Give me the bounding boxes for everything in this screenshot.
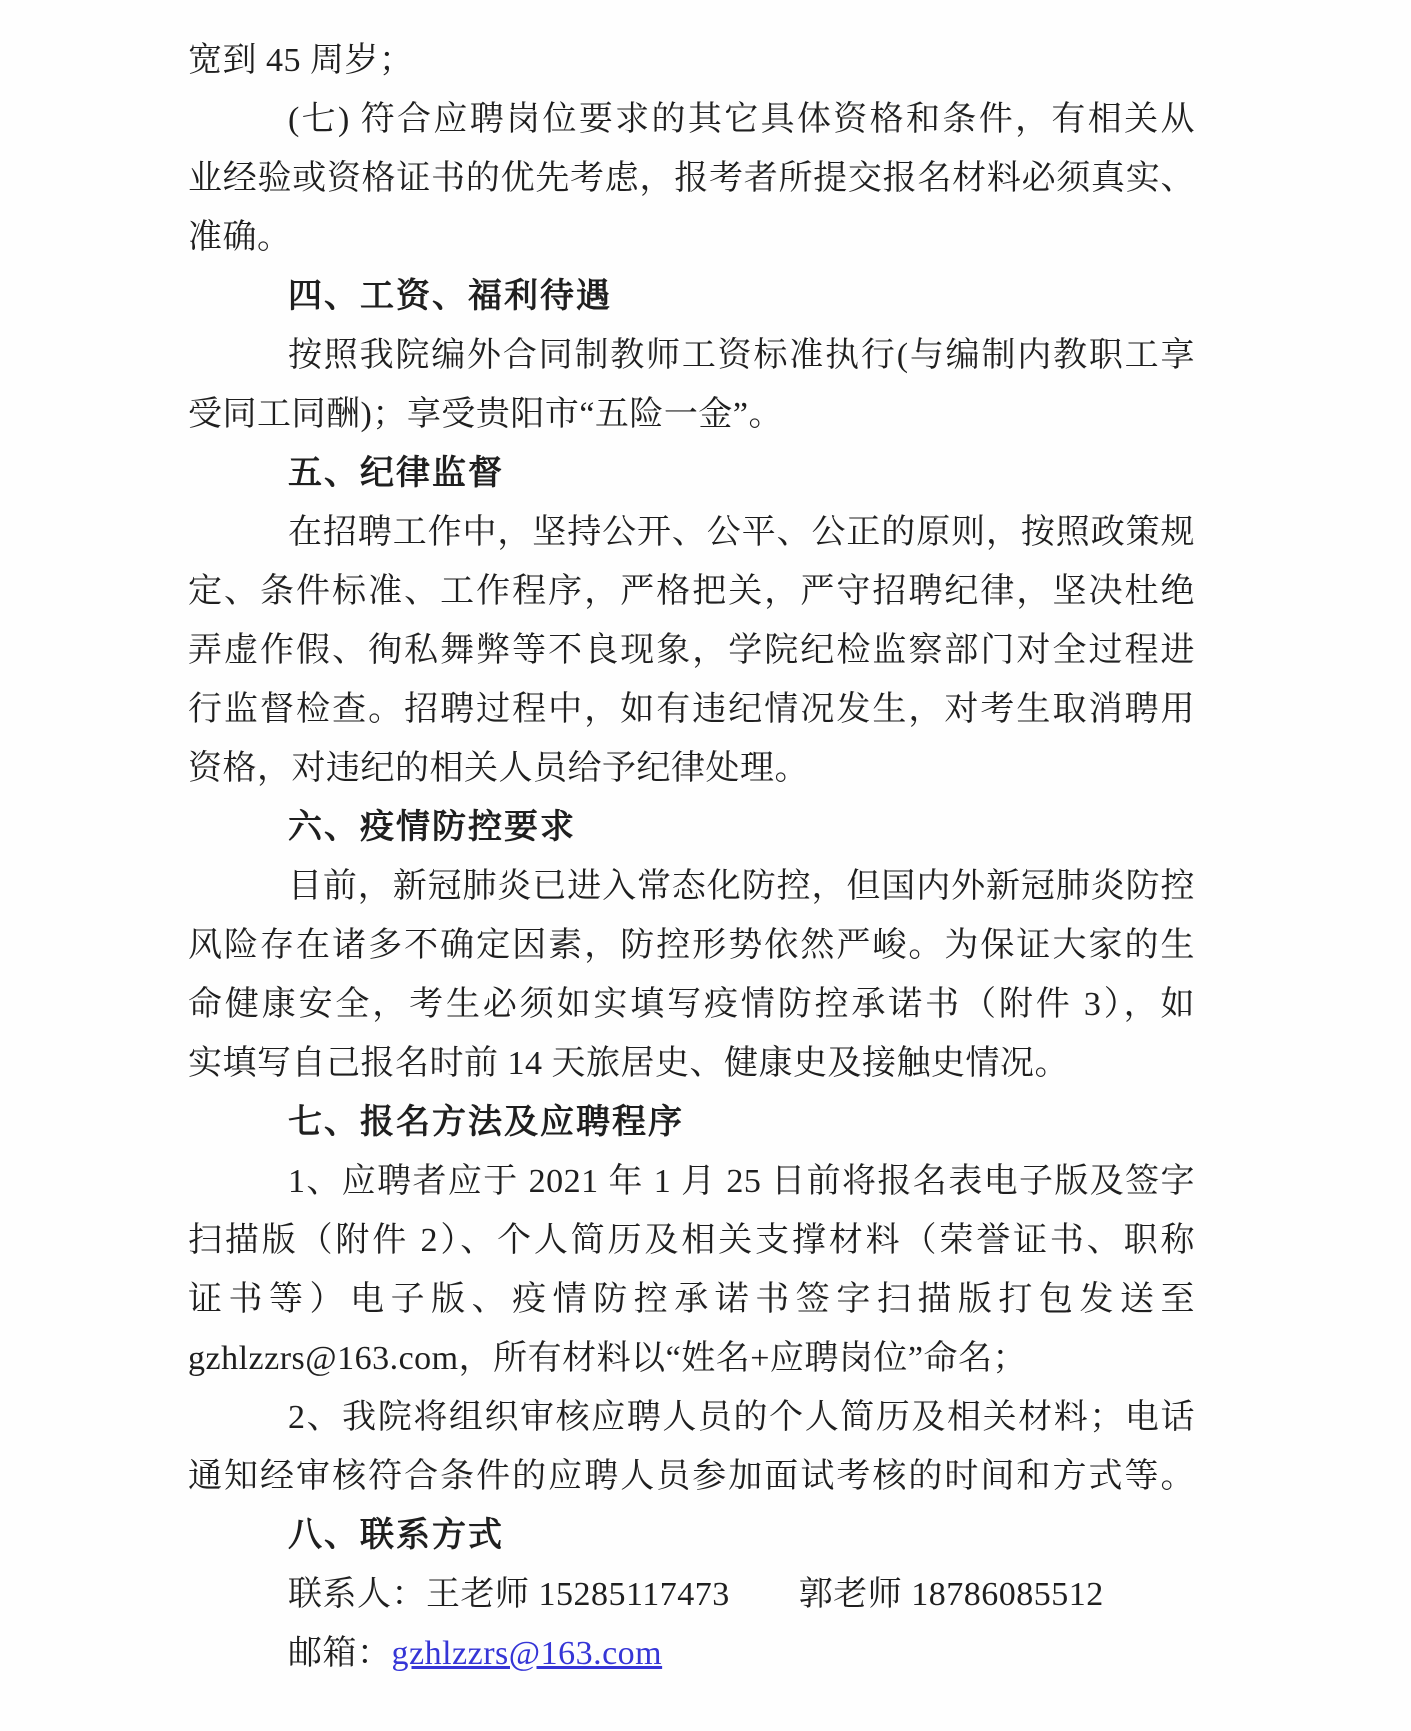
email-link[interactable]: gzhlzzrs@163.com bbox=[391, 1635, 663, 1672]
email-label: 邮箱： bbox=[288, 1635, 392, 1672]
doc-line: 资格，对违纪的相关人员给予纪律处理。 bbox=[188, 750, 809, 787]
doc-line: 受同工同酬)；享受贵阳市“五险一金”。 bbox=[188, 396, 784, 433]
doc-line: 宽到 45 周岁； bbox=[188, 42, 414, 79]
doc-line: (七) 符合应聘岗位要求的其它具体资格和条件，有相关从 bbox=[288, 101, 1195, 138]
contact-persons-line: 联系人：王老师 15285117473 郭老师 18786085512 bbox=[288, 1576, 1104, 1613]
doc-line: 定、条件标准、工作程序，严格把关，严守招聘纪律，坚决杜绝 bbox=[188, 573, 1195, 610]
doc-line: 业经验或资格证书的优先考虑，报考者所提交报名材料必须真实、 bbox=[188, 160, 1195, 197]
document-body bbox=[188, 31, 1195, 1683]
doc-line: 准确。 bbox=[188, 219, 292, 256]
section-heading-application: 七、报名方法及应聘程序 bbox=[288, 1103, 684, 1141]
doc-line: 命健康安全，考生必须如实填写疫情防控承诺书（附件 3），如 bbox=[188, 986, 1195, 1023]
doc-line-application-email: gzhlzzrs@163.com，所有材料以“姓名+应聘岗位”命名； bbox=[188, 1340, 1027, 1377]
section-heading-discipline: 五、纪律监督 bbox=[288, 454, 504, 492]
section-heading-contact: 八、联系方式 bbox=[288, 1516, 504, 1554]
doc-line: 证书等）电子版、疫情防控承诺书签字扫描版打包发送至 bbox=[188, 1281, 1195, 1318]
section-heading-salary: 四、工资、福利待遇 bbox=[288, 277, 612, 315]
doc-line: 风险存在诸多不确定因素，防控形势依然严峻。为保证大家的生 bbox=[188, 927, 1195, 964]
doc-line: 在招聘工作中，坚持公开、公平、公正的原则，按照政策规 bbox=[288, 514, 1195, 551]
doc-line: 目前，新冠肺炎已进入常态化防控，但国内外新冠肺炎防控 bbox=[288, 868, 1195, 905]
doc-line: 1、应聘者应于 2021 年 1 月 25 日前将报名表电子版及签字 bbox=[288, 1163, 1195, 1200]
doc-line: 行监督检查。招聘过程中，如有违纪情况发生，对考生取消聘用 bbox=[188, 691, 1195, 728]
doc-line: 按照我院编外合同制教师工资标准执行(与编制内教职工享 bbox=[288, 337, 1195, 374]
email-line bbox=[188, 1624, 1195, 1683]
doc-line: 弄虚作假、徇私舞弊等不良现象，学院纪检监察部门对全过程进 bbox=[188, 632, 1195, 669]
doc-line: 扫描版（附件 2）、个人简历及相关支撑材料（荣誉证书、职称 bbox=[188, 1222, 1195, 1259]
doc-line: 2、我院将组织审核应聘人员的个人简历及相关材料；电话 bbox=[288, 1399, 1195, 1436]
section-heading-epidemic: 六、疫情防控要求 bbox=[288, 808, 576, 846]
doc-line: 实填写自己报名时前 14 天旅居史、健康史及接触史情况。 bbox=[188, 1045, 1069, 1082]
doc-line: 通知经审核符合条件的应聘人员参加面试考核的时间和方式等。 bbox=[188, 1458, 1195, 1495]
